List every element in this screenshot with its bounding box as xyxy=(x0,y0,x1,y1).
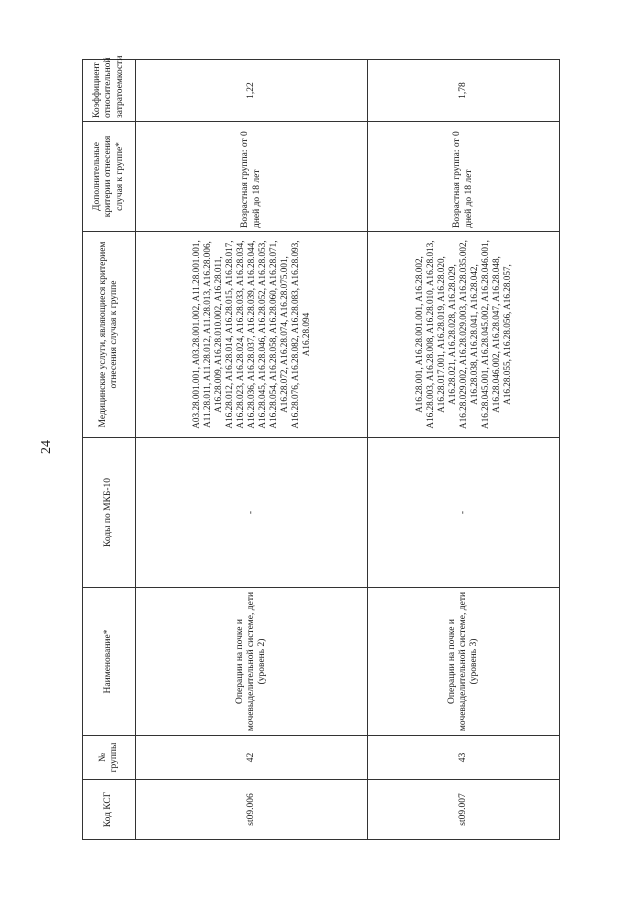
cell-services: A16.28.001, A16.28.001.001, A16.28.002, A16.28.003, A16.28.008, A16.28.010, A16.28.013, A16.28.017.001, A16.28.019, A16.28.020, A16.28.021, A16.28.028, A16.28.029, A16.28.029.002, A16.28.029.003, A16.28.035.002, A16.28.038, A16.28.041, A16.28.042, A16.28.045.001, A16.28.045.002, A16.28.046.001, A16.28.046.002, A16.28.047, A16.28.048, A16.28.055, A16.28.056, A16.28.057, xyxy=(368,232,560,438)
header-group-no: № группы xyxy=(83,736,136,780)
cell-ksg-code: st09.007 xyxy=(368,780,560,840)
header-ksg-code: Код КСГ xyxy=(83,780,136,840)
cell-mkb: - xyxy=(136,438,368,588)
cell-group-no: 42 xyxy=(136,736,368,780)
cell-services: A03.28.001.001, A03.28.001.002, A11.28.001.001, A11.28.011, A11.28.012, A11.28.013, A16.28.006, A16.28.009, A16.28.010.002, A16.28.011, A16.28.012, A16.28.014, A16.28.015, A16.28.017, A16.28.023, A16.28.024, A16.28.033, A16.28.034, A16.28.036, A16.28.037, A16.28.039, A16.28.044, A16.28.045, A16.28.046, A16.28.052, A16.28.053, A16.28.054, A16.28.058, A16.28.060, A16.28.071, A16.28.072, A16.28.074, A16.28.075.001, A16.28.076, A16.28.082, A16.28.083, A16.28.093, A16.28.094 xyxy=(136,232,368,438)
cell-name: Операции на почке и мочевыделительной системе, дети (уровень 3) xyxy=(368,588,560,736)
table-row xyxy=(136,60,368,840)
header-criteria: Дополнительные критерии отнесения случая к группе* xyxy=(83,122,136,232)
cell-coef: 1,78 xyxy=(368,60,560,122)
table-row xyxy=(368,60,560,840)
cell-coef: 1,22 xyxy=(136,60,368,122)
header-services: Медицинские услуги, являющиеся критерием отнесения случая к группе xyxy=(83,232,136,438)
header-name: Наименование* xyxy=(83,588,136,736)
cell-criteria: Возрастная группа: от 0 дней до 18 лет xyxy=(368,122,560,232)
cell-ksg-code: st09.006 xyxy=(136,780,368,840)
header-coef: Коэффициент относительной затратоемкости xyxy=(83,60,136,122)
cell-name: Операции на почке и мочевыделительной системе, дети (уровень 2) xyxy=(136,588,368,736)
table-header-row xyxy=(83,60,136,840)
ksg-table xyxy=(82,55,560,840)
tariff-table-rotated xyxy=(82,55,560,840)
cell-criteria: Возрастная группа: от 0 дней до 18 лет xyxy=(136,122,368,232)
header-mkb: Коды по МКБ-10 xyxy=(83,438,136,588)
page-number: 24 xyxy=(39,440,54,454)
cell-group-no: 43 xyxy=(368,736,560,780)
cell-mkb: - xyxy=(368,438,560,588)
